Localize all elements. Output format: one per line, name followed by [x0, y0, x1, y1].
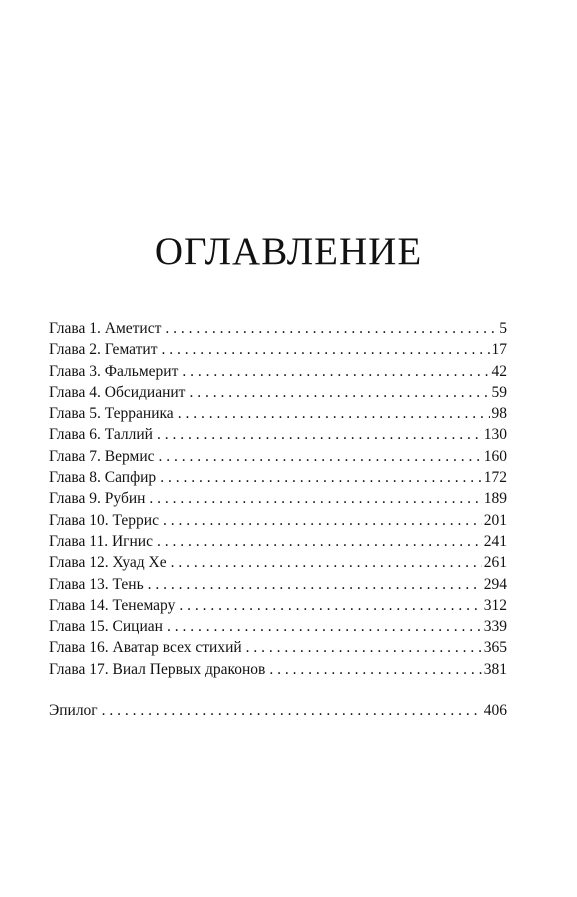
toc-entry-page: 130 — [483, 426, 507, 444]
dot-leader — [246, 637, 482, 658]
toc-entry-page: 381 — [483, 660, 507, 678]
toc-entry-chapter-7 — [49, 446, 507, 467]
dot-leader — [161, 339, 489, 360]
dot-leader — [167, 616, 482, 637]
toc-entry-chapter-8 — [49, 467, 507, 488]
toc-entry-chapter-11 — [49, 531, 507, 552]
toc-entry-label: Глава 13. Тень — [49, 575, 144, 593]
toc-entry-chapter-1 — [49, 318, 507, 339]
section-spacer — [49, 680, 507, 700]
toc-entry-label: Глава 14. Тенемару — [49, 596, 176, 614]
toc-entry-chapter-2 — [49, 339, 507, 360]
toc-entry-epilogue — [49, 700, 507, 721]
toc-entry-page: 312 — [483, 596, 507, 614]
toc-entry-page: 5 — [499, 320, 507, 337]
dot-leader — [182, 361, 489, 382]
dot-leader — [157, 424, 482, 445]
dot-leader — [179, 595, 481, 616]
dot-leader — [102, 700, 482, 721]
dot-leader — [269, 659, 481, 680]
toc-entry-label: Глава 8. Сапфир — [49, 469, 157, 487]
toc-entry-label: Глава 12. Хуад Хе — [49, 554, 167, 572]
toc-entry-page: 294 — [483, 575, 507, 593]
toc-entry-chapter-3 — [49, 361, 507, 382]
toc-entry-page: 160 — [483, 447, 507, 465]
dot-leader — [149, 488, 481, 509]
toc-entry-page: 42 — [491, 362, 507, 380]
toc-entry-label: Глава 6. Таллий — [49, 426, 153, 444]
dot-leader — [165, 318, 497, 339]
toc-entry-chapter-9 — [49, 488, 507, 509]
toc-entry-chapter-16 — [49, 637, 507, 658]
dot-leader — [163, 510, 482, 531]
toc-entry-page: 201 — [483, 511, 507, 529]
table-of-contents — [49, 318, 507, 721]
toc-entry-chapter-17 — [49, 659, 507, 680]
toc-entry-chapter-5 — [49, 403, 507, 424]
toc-entry-page: 172 — [483, 469, 507, 487]
dot-leader — [157, 531, 482, 552]
toc-entry-label: Глава 3. Фальмерит — [49, 362, 179, 380]
toc-entry-chapter-12 — [49, 552, 507, 573]
toc-entry-label: Глава 7. Вермис — [49, 447, 155, 465]
dot-leader — [189, 382, 489, 403]
toc-entry-label: Глава 1. Аметист — [49, 320, 162, 337]
toc-entry-label: Глава 5. Терраника — [49, 405, 174, 423]
toc-entry-page: 241 — [483, 532, 507, 550]
dot-leader — [148, 574, 482, 595]
toc-entry-chapter-13 — [49, 574, 507, 595]
toc-entry-page: 365 — [483, 639, 507, 657]
toc-entry-label: Глава 15. Сициан — [49, 618, 163, 636]
toc-entry-page: 261 — [483, 554, 507, 572]
toc-entry-label: Глава 11. Игнис — [49, 532, 153, 550]
toc-entry-page: 339 — [483, 618, 507, 636]
dot-leader — [171, 552, 482, 573]
toc-entry-label: Глава 9. Рубин — [49, 490, 146, 508]
toc-entry-page: 406 — [483, 702, 507, 720]
toc-entry-chapter-4 — [49, 382, 507, 403]
dot-leader — [178, 403, 490, 424]
toc-entry-page: 189 — [483, 490, 507, 508]
toc-entry-page: 59 — [491, 383, 507, 401]
toc-entry-chapter-14 — [49, 595, 507, 616]
toc-entry-label: Глава 4. Обсидианит — [49, 383, 186, 401]
toc-entry-label: Глава 2. Гематит — [49, 341, 158, 359]
toc-entry-chapter-10 — [49, 510, 507, 531]
toc-entry-chapter-15 — [49, 616, 507, 637]
page-title: ОГЛАВЛЕНИЕ — [154, 230, 423, 273]
toc-entry-label: Глава 10. Террис — [49, 511, 159, 529]
toc-entry-label: Эпилог — [49, 702, 98, 720]
dot-leader — [160, 467, 482, 488]
toc-entry-label: Глава 17. Виал Первых драконов — [49, 660, 266, 678]
toc-entry-chapter-6 — [49, 424, 507, 445]
dot-leader — [159, 446, 482, 467]
toc-entry-page: 98 — [491, 405, 507, 423]
toc-entry-page: 17 — [491, 341, 507, 359]
toc-entry-label: Глава 16. Аватар всех стихий — [49, 639, 242, 657]
